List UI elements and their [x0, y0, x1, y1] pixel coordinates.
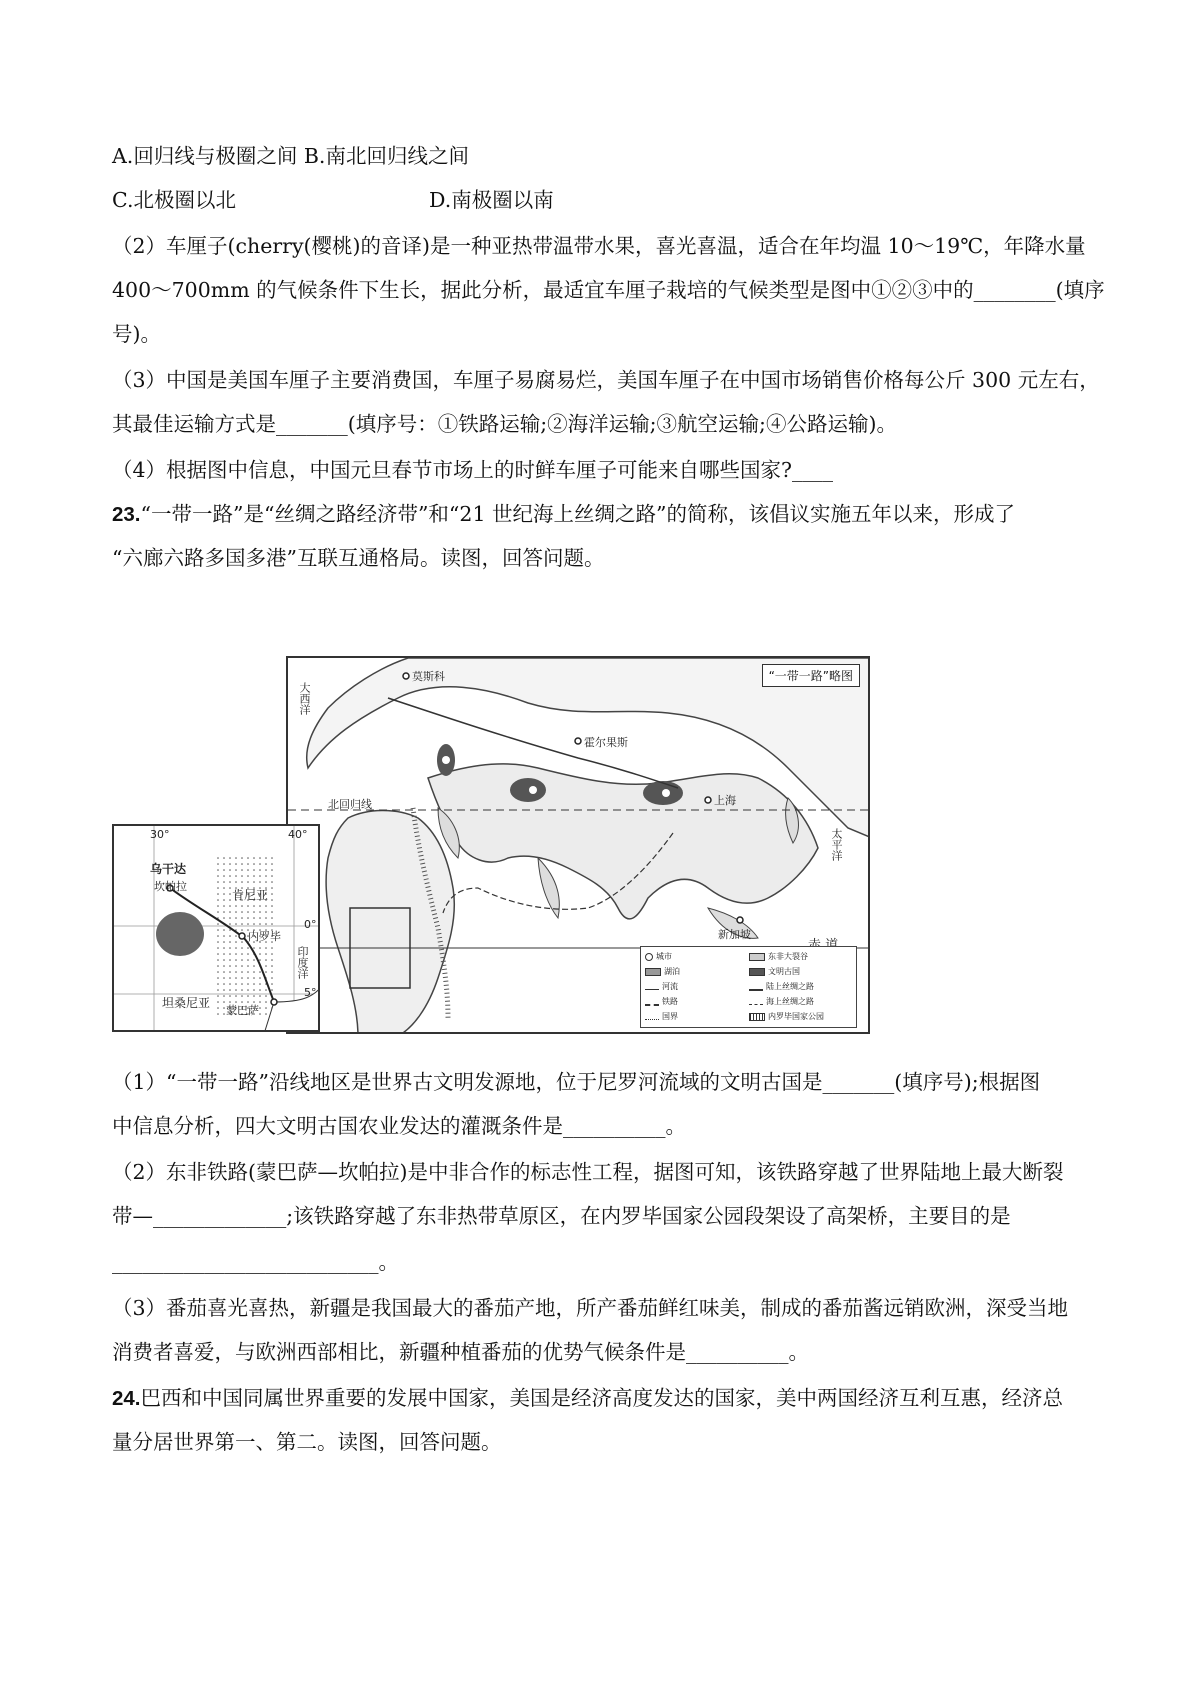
legend-rift-symbol — [749, 953, 765, 961]
option-b: B.南北回归线之间 — [303, 144, 469, 168]
q22-part3-line1: （3）中国是美国车厘子主要消费国，车厘子易腐易烂，美国车厘子在中国市场销售价格每公斤 300 元左右， — [112, 368, 1100, 392]
q23-part2-line3: __________________________。 — [112, 1250, 399, 1274]
legend-item-civilization: 文明古国 — [749, 966, 800, 977]
q24-number: 24. — [112, 1387, 141, 1410]
map-title: “一带一路”略图 — [762, 664, 860, 687]
civilization-label-3 — [662, 789, 670, 797]
map-legend — [640, 946, 857, 1028]
q24-stem-line1 — [112, 1384, 1063, 1413]
q23-stem-line2: “六廊六路多国多港”互联互通格局。读图，回答问题。 — [112, 546, 605, 570]
inset-map-drawing — [114, 826, 320, 1032]
lake-victoria — [156, 912, 204, 956]
inset-mombasa-dot — [271, 999, 277, 1005]
option-c: C.北极圈以北 — [112, 188, 236, 212]
legend-item-lake: 湖泊 — [645, 966, 680, 977]
civilization-marker-2 — [510, 778, 546, 802]
inset-tanzania-label: 坦桑尼亚 — [162, 996, 211, 1010]
legend-item-border: 国界 — [645, 1011, 678, 1022]
option-line-cd — [112, 186, 554, 214]
q22-part2-line2: 400～700mm 的气候条件下生长，据此分析，最适宜车厘子栽培的气候类型是图中①②③中的________(填序 — [112, 278, 1105, 302]
q23-part1-line1: （1）“一带一路”沿线地区是世界古文明发源地，位于尼罗河流域的文明古国是_______(填序号);根据图 — [112, 1070, 1041, 1094]
q22-part2-line3: 号)。 — [112, 322, 161, 346]
q22-part4-line1: （4）根据图中信息，中国元旦春节市场上的时鲜车厘子可能来自哪些国家?____ — [112, 458, 834, 482]
legend-border-symbol — [645, 1013, 659, 1020]
legend-item-river: 河流 — [645, 981, 678, 992]
inset-nairobi-label: 内罗毕 — [248, 930, 281, 943]
q23-part1-line2: 中信息分析，四大文明古国农业发达的灌溉条件是__________。 — [112, 1114, 686, 1138]
inset-lon1: 30° — [150, 828, 170, 841]
legend-item-land-road: 陆上丝绸之路 — [749, 981, 814, 992]
q24-stem-line2: 量分居世界第一、第二。读图，回答问题。 — [112, 1430, 502, 1454]
legend-land-road-symbol — [749, 983, 763, 991]
city-silkroad-dot — [575, 738, 581, 744]
legend-item-rift: 东非大裂谷 — [749, 951, 808, 962]
city-silkroad-label: 霍尔果斯 — [584, 736, 628, 749]
tropic-label: 北回归线 — [328, 798, 372, 811]
q23-number: 23. — [112, 503, 141, 526]
option-line-ab — [112, 142, 469, 170]
legend-item-railway: 铁路 — [645, 996, 678, 1007]
inset-kenya-label: 肯尼亚 — [232, 888, 269, 902]
q23-part2-line2: 带—_____________;该铁路穿越了东非热带草原区，在内罗毕国家公园段架设了高架桥，主要目的是 — [112, 1204, 1011, 1228]
legend-park-symbol — [749, 1013, 765, 1021]
legend-city-symbol — [645, 953, 653, 961]
legend-item-city: 城市 — [645, 951, 672, 962]
ocean-atlantic-label: 大西洋 — [298, 682, 311, 715]
q22-part3-line2: 其最佳运输方式是_______(填序号：①铁路运输;②海洋运输;③航空运输;④公路运输)。 — [112, 412, 897, 436]
legend-sea-road-symbol — [749, 998, 763, 1005]
inset-lon2: 40° — [288, 828, 308, 841]
legend-item-sea-road: 海上丝绸之路 — [749, 996, 814, 1007]
inset-lat1: 0° — [304, 918, 317, 931]
city-east-label: 上海 — [714, 794, 736, 807]
inset-lat2: 5° — [304, 986, 317, 999]
legend-item-park: 内罗毕国家公园 — [749, 1011, 824, 1022]
q23-part2-line1: （2）东非铁路(蒙巴萨—坎帕拉)是中非合作的标志性工程，据图可知，该铁路穿越了世界陆地上最大断裂 — [112, 1160, 1064, 1184]
option-a: A.回归线与极圈之间 — [112, 144, 298, 168]
belt-road-main-map — [286, 656, 870, 1034]
q24-stem-text: 巴西和中国同属世界重要的发展中国家，美国是经济高度发达的国家，美中两国经济互利互惠，经济总 — [140, 1386, 1063, 1410]
legend-civilization-symbol — [749, 968, 765, 976]
city-east-dot — [705, 797, 711, 803]
option-d: D.南极圈以南 — [429, 188, 554, 212]
inset-mombasa-label: 蒙巴萨 — [226, 1004, 259, 1017]
civilization-label-1 — [442, 756, 450, 764]
q22-part2-line1: （2）车厘子(cherry(樱桃)的音译)是一种亚热带温带水果，喜光喜温，适合在年均温 10～19℃，年降水量 — [112, 234, 1086, 258]
city-port-label: 新加坡 — [718, 928, 751, 941]
civilization-label-2 — [529, 786, 537, 794]
inset-ocean-label: 印度洋 — [296, 946, 309, 979]
inset-kampala-label: 坎帕拉 — [154, 880, 187, 893]
belt-road-figure — [112, 656, 870, 1034]
q23-stem-text: “一带一路”是“丝绸之路经济带”和“21 世纪海上丝绸之路”的简称，该倡议实施五年以来，形成了 — [140, 502, 1015, 526]
legend-lake-symbol — [645, 968, 661, 976]
inset-uganda-label: 乌干达 — [150, 862, 187, 876]
q23-part3-line1: （3）番茄喜光喜热，新疆是我国最大的番茄产地，所产番茄鲜红味美，制成的番茄酱远销欧洲，深受当地 — [112, 1296, 1069, 1320]
legend-river-symbol — [645, 983, 659, 990]
city-moscow-dot — [403, 673, 409, 679]
city-port-dot — [737, 917, 743, 923]
inset-nairobi-dot — [239, 933, 245, 939]
east-africa-inset-map — [112, 824, 320, 1032]
city-moscow-label: 莫斯科 — [412, 670, 445, 683]
legend-railway-symbol — [645, 998, 659, 1006]
asia-shape — [428, 764, 818, 919]
q23-stem-line1 — [112, 500, 1015, 529]
q23-part3-line2: 消费者喜爱，与欧洲西部相比，新疆种植番茄的优势气候条件是__________。 — [112, 1340, 809, 1364]
ocean-pacific-label: 太平洋 — [830, 828, 843, 861]
